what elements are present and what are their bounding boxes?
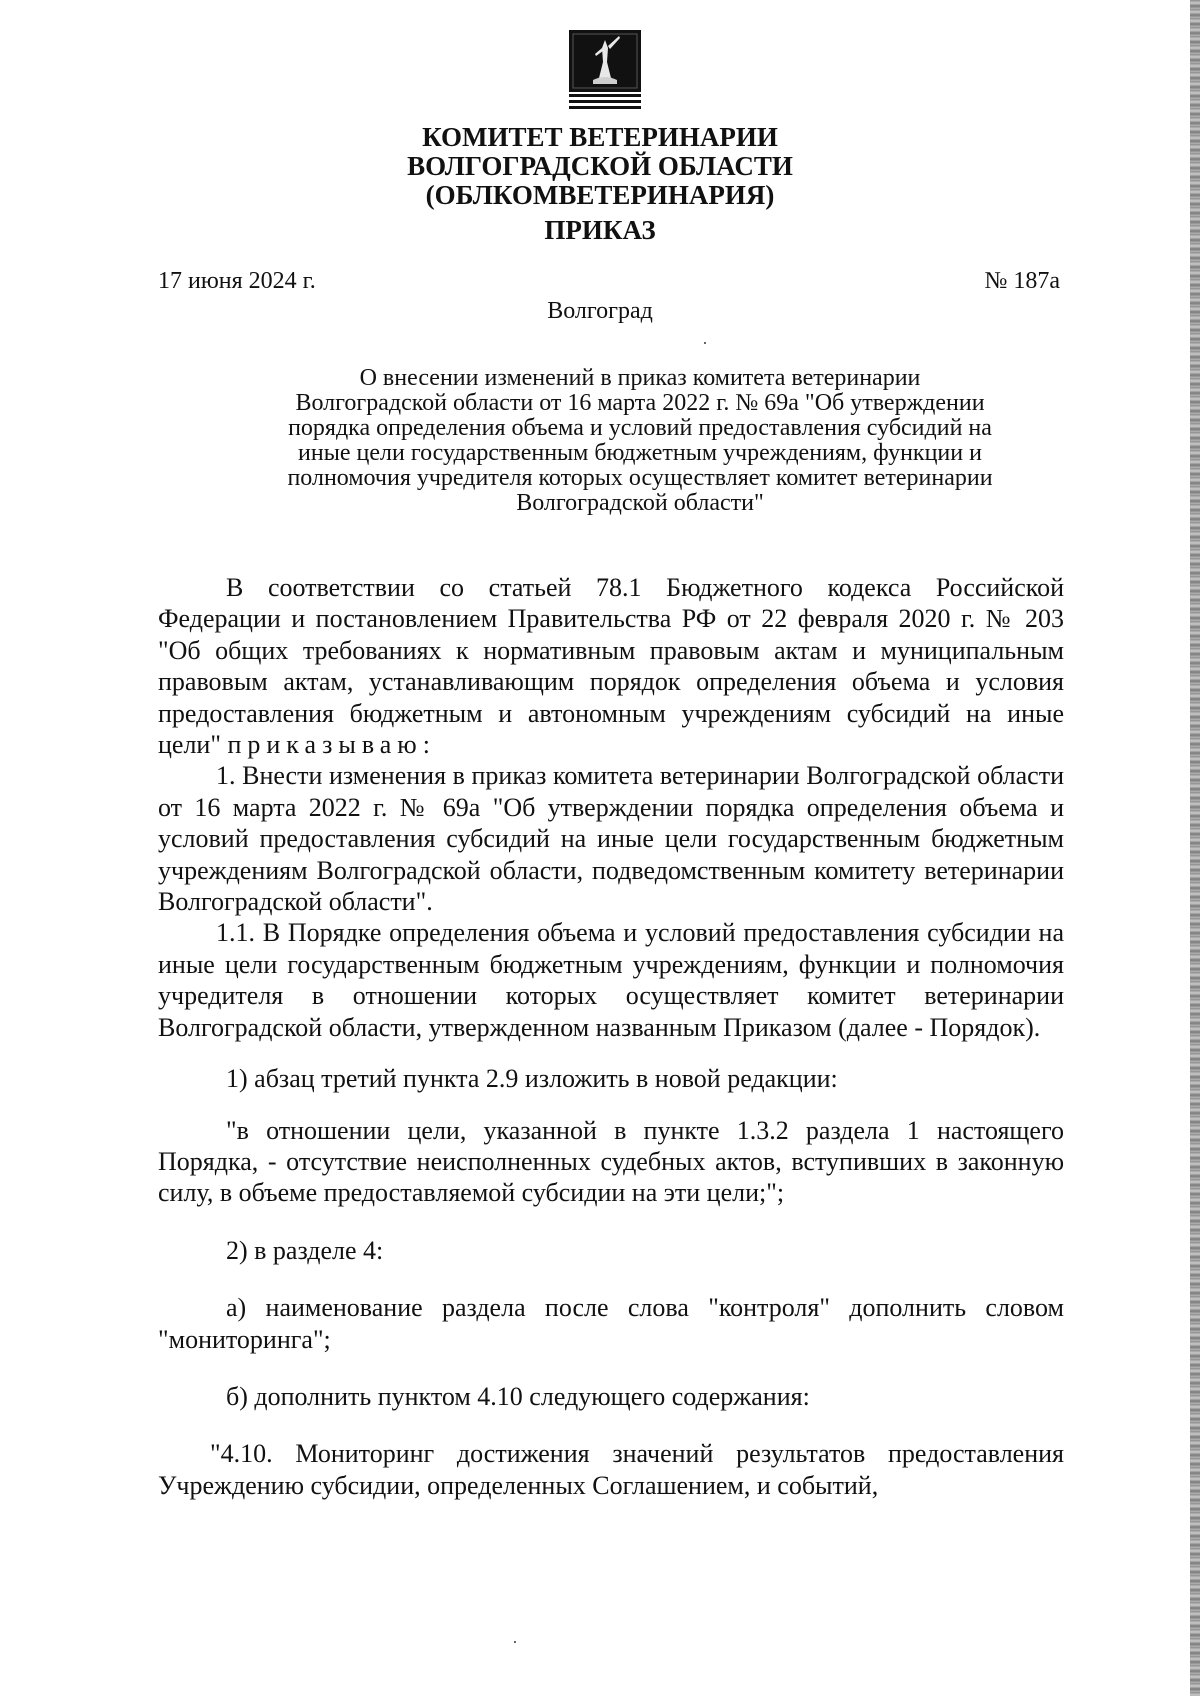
order-body <box>158 572 1064 1501</box>
committee-name <box>0 123 1200 210</box>
subject-line: Волгоградской области от 16 марта 2022 г. № 69а "Об утверждении <box>295 390 985 416</box>
scan-speck <box>704 342 706 344</box>
committee-name-abbr: (ОБЛКОМВЕТЕРИНАРИЯ) <box>425 180 775 210</box>
subject-line: Волгоградской области" <box>516 490 764 516</box>
subject-line: полномочия учредителя которых осуществляет комитет ветеринарии <box>287 465 993 491</box>
committee-name-line: ВОЛГОГРАДСКОЙ ОБЛАСТИ <box>407 151 793 181</box>
body-paragraph-quote: "в отношении цели, указанной в пункте 1.3.2 раздела 1 настоящего Порядка, - отсутствие неисполненных судебных актов, вступивших в законную силу, в объеме предоставляемой субсидии на эти цели;"; <box>158 1115 1064 1208</box>
committee-name-line: КОМИТЕТ ВЕТЕРИНАРИИ <box>422 122 778 152</box>
order-word: приказываю: <box>227 730 436 760</box>
order-number: № 187а <box>984 268 1060 294</box>
body-paragraph-item-1: 1. Внести изменения в приказ комитета ветеринарии Волгоградской области от 16 марта 2022 г. № 69а "Об утверждении порядка определения объема и условий предоставления субсидий на иные цели государственным бюджетным учреждениям Волгоградской области, подведомственным комитету ветеринарии Волгоградской области". <box>158 761 1064 917</box>
preamble-text: В соответствии со статьей 78.1 Бюджетного кодекса Российской Федерации и постановлением Правительства РФ от 22 февраля 2020 г. № 203 "Об общих требованиях к нормативным правовым актам и муниципальным правовым актам, устанавливающим порядок определения объема и условия предоставления бюджетным и автономным учреждениям субсидий на иные цели" <box>158 573 1064 760</box>
order-date: 17 июня 2024 г. <box>158 268 316 294</box>
volgograd-coat-of-arms-icon <box>567 28 643 110</box>
order-city: Волгоград <box>547 298 653 324</box>
body-paragraph-subitem-a: а) наименование раздела после слова "контроля" дополнить словом "мониторинга"; <box>158 1293 1064 1354</box>
subject-line: порядка определения объема и условий предоставления субсидий на <box>288 415 992 441</box>
body-paragraph-subitem-b: б) дополнить пунктом 4.10 следующего содержания: <box>226 1381 810 1411</box>
body-paragraph-preamble <box>158 572 1064 760</box>
scan-edge-artifact <box>1190 0 1200 1696</box>
body-paragraph-subitem-1: 1) абзац третий пункта 2.9 изложить в новой редакции: <box>226 1064 838 1094</box>
body-paragraph-item-1-1: 1.1. В Порядке определения объема и условий предоставления субсидии на иные цели государственным бюджетным учреждениям, функции и полномочия учредителя в отношении которых осуществляет комитет ветеринарии Волгоградской области, утвержденном названным Приказом (далее - Порядок). <box>158 918 1064 1042</box>
document-type-title: ПРИКАЗ <box>544 215 656 245</box>
body-paragraph-subitem-2: 2) в разделе 4: <box>226 1235 384 1265</box>
subject-line: О внесении изменений в приказ комитета ветеринарии <box>359 365 921 391</box>
order-subject <box>215 366 1065 516</box>
body-paragraph-item-4-10: "4.10. Мониторинг достижения значений результатов предоставления Учреждению субсидии, определенных Соглашением, и событий, <box>158 1439 1064 1500</box>
scan-speck <box>514 1641 516 1643</box>
subject-line: иные цели государственным бюджетным учреждениям, функции и <box>298 440 982 466</box>
